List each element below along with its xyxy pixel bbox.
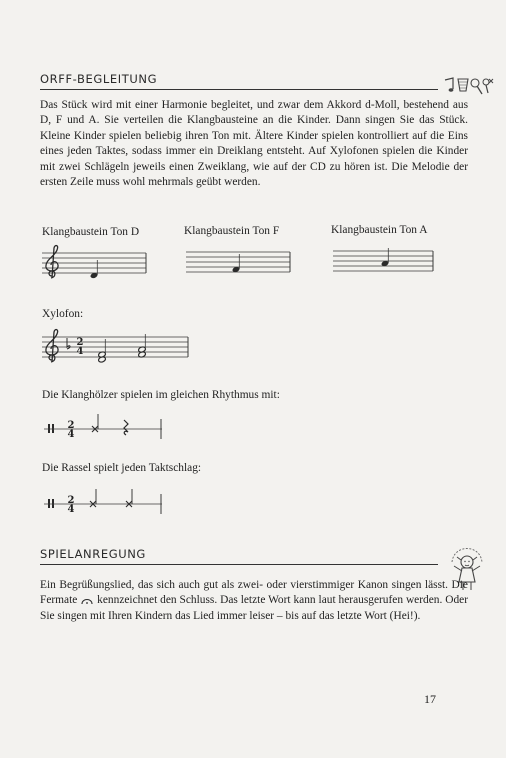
orff-paragraph: Das Stück wird mit einer Harmonie begleitet, und zwar dem Akkord d-Moll, bestehend aus D, F und A. Sie verteilen die Klangbausteine an die Kinder. Dann singen Sie das Stück. Kleine Kinder spielen beliebig ihren Ton mit. Ältere Kinder spielen kontrolliert auf die Eins eines jeden Taktes, sodass immer ein Dreiklang entsteht. Auf Xylofonen spielen die Kinder mit zwei Schlägeln jeweils einen Zweiklang, wie auf der CD zu hören ist. Die Melodie der ersten Zeile muss wohl mehrmals geübt werden. <box>40 99 468 189</box>
label-klangbaustein-f: Klangbaustein Ton F <box>184 225 280 237</box>
rassel-time-signature: 2 4 <box>67 495 75 515</box>
rhythm-klanghoelzer <box>44 414 162 440</box>
staff-klangbaustein-f <box>186 249 290 279</box>
section-rule-spiel <box>40 564 438 565</box>
staff-klangbaustein-d <box>42 250 146 280</box>
label-klangbaustein-d: Klangbaustein Ton D <box>42 226 140 238</box>
section-title-spiel: SPIELANREGUNG <box>40 547 146 561</box>
label-klangbaustein-a: Klangbaustein Ton A <box>331 224 428 236</box>
staff-klangbaustein-a <box>333 248 433 278</box>
rhythm-rassel <box>44 489 162 515</box>
spiel-paragraph: Ein Begrüßungslied, das sich auch gut als zwei- oder vierstimmiger Kanon singen lässt. Die Fermate kennzeichnet den Schluss. Das letzte Wort kann laut herausgerufen werden. Oder Sie singen mit Ihren Kindern das Lied immer leiser – bis auf das letzte Wort (Hei!). <box>40 579 468 622</box>
section-rule-orff <box>40 89 438 90</box>
label-xylofon: Xylofon: <box>42 308 84 320</box>
page-number: 17 <box>424 692 436 706</box>
staff-xylofon <box>42 334 188 364</box>
music-instruments-icon <box>442 76 496 98</box>
xylofon-time-signature: 2 4 <box>76 337 84 357</box>
label-rassel: Die Rassel spielt jeden Taktschlag: <box>42 462 202 474</box>
klanghoelzer-time-signature: 2 4 <box>67 420 75 440</box>
section-title-orff: ORFF-BEGLEITUNG <box>40 72 158 86</box>
label-klanghoelzer: Die Klanghölzer spielen im gleichen Rhythmus mit: <box>42 389 280 401</box>
fermata-icon <box>80 597 94 605</box>
percussion-clef-icon <box>48 424 54 433</box>
